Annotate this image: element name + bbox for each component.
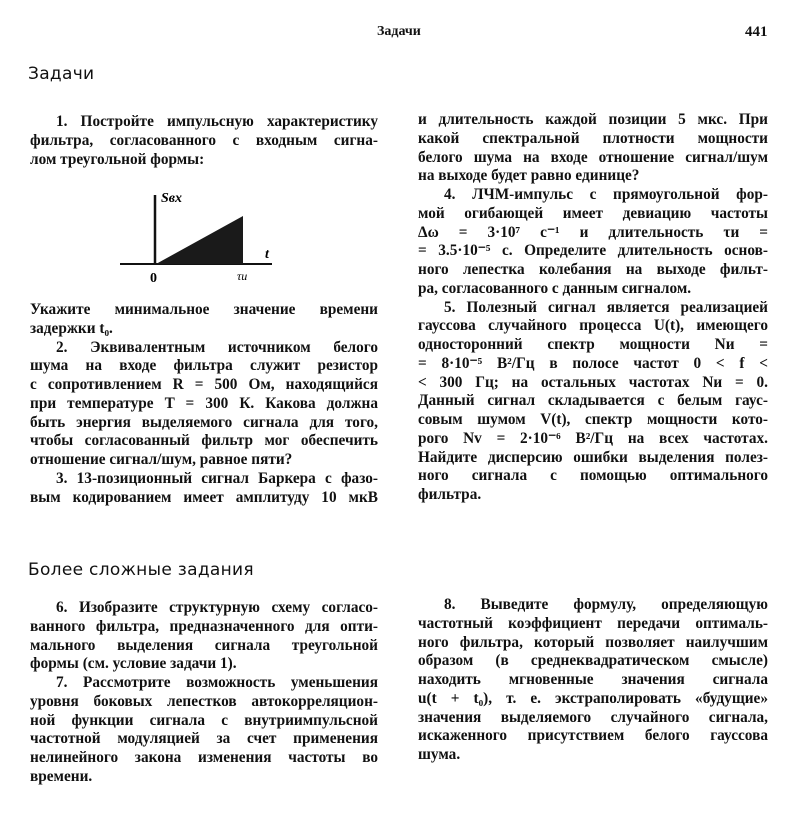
y-axis-label: Sвх: [161, 191, 183, 206]
text-line: Укажите минимальное значение времени: [30, 301, 378, 318]
text-line: 6. Изобразите структурную схему согласо-: [56, 599, 378, 616]
text-line: ра, согласованного с данным сигналом.: [418, 279, 692, 297]
section-title-advanced-problems: Более сложные задания: [28, 560, 254, 580]
text-line: белого шума на входе отношение сигнал/шум: [418, 148, 768, 166]
text-line: фильтра, согласованного с входным сигна-: [30, 131, 378, 149]
text-line: отношение сигнал/шум, равное пяти?: [30, 451, 293, 468]
x-axis-label: t: [265, 247, 269, 262]
text-line: шума на входе фильтра служит резистор: [30, 357, 378, 375]
text-line: искаженного присутствием белого гауссова: [418, 727, 768, 745]
text-line: = 8·10⁻⁵ В²/Гц в полосе частот 0 < f <: [418, 354, 768, 372]
text-line: и длительность каждой позиции 5 мкс. При: [418, 111, 768, 128]
text-line: формы (см. условие задачи 1).: [30, 655, 237, 673]
tau-label: τи: [237, 269, 248, 283]
text-line: с сопротивлением R = 500 Ом, находящийся: [30, 376, 378, 393]
triangle-signal: [156, 216, 243, 264]
text-line: рого Nv = 2·10⁻⁶ В²/Гц на всех частотах.: [418, 429, 768, 447]
text-line: мального выделения сигнала треугольной: [30, 636, 378, 654]
section-title-problems: Задачи: [28, 64, 95, 84]
text-line: частотный коэффициент передачи оптималь-: [418, 614, 768, 632]
text-line: < 300 Гц; на остальных частотах Nи = 0.: [418, 373, 768, 391]
text-line: времени.: [30, 767, 93, 785]
text-line: 2. Эквивалентным источником белого: [56, 338, 378, 356]
text-line: 1. Постройте импульсную характеристику: [56, 113, 378, 130]
text-line: совым шумом V(t), спектр мощности кото-: [418, 411, 768, 428]
text-line: на выходе будет равно единице?: [418, 167, 640, 185]
text-line: Данный сигнал складывается с белым гаус-: [418, 392, 768, 410]
text-line: ной функции сигнала с внутриимпульсной: [30, 711, 378, 729]
text-line: нелинейного закона изменения частоты во: [30, 749, 378, 766]
text-line: Найдите дисперсию ошибки выделения полез-: [418, 448, 768, 466]
text-line: 4. ЛЧМ-импульс с прямоугольной фор-: [444, 186, 768, 203]
text-line: = 3.5·10⁻⁵ с. Определите длительность основ-: [418, 242, 768, 260]
running-title: Задачи: [377, 24, 421, 39]
text-line: ного лепестка колебания на выходе фильт-: [418, 261, 768, 278]
text-line: u(t + t₀), т. е. экстраполировать «будущие»: [418, 689, 768, 707]
text-line: находить мгновенные значения сигнала: [418, 671, 768, 688]
text-line: быть энергия выделяемого сигнала для того,: [30, 413, 378, 431]
text-line: 5. Полезный сигнал является реализацией: [444, 298, 768, 316]
origin-label: 0: [150, 271, 157, 286]
text-line: Δω = 3·10⁷ с⁻¹ и длительность τи =: [418, 223, 768, 241]
text-line: 7. Рассмотрите возможность уменьшения: [56, 674, 378, 691]
text-line: ного фильтра, который позволяет наилучшим: [418, 633, 768, 651]
text-line: мой огибающей имеет девиацию частоты: [418, 204, 768, 222]
text-line: при температуре T = 300 К. Какова должна: [30, 394, 378, 412]
text-line: уровня боковых лепестков автокорреляцион-: [30, 692, 378, 710]
text-line: задержки t₀.: [30, 319, 113, 337]
text-line: ного сигнала с помощью оптимального: [418, 467, 768, 485]
text-line: лом треугольной формы:: [30, 150, 205, 168]
text-line: односторонний спектр мощности Nи =: [418, 336, 768, 353]
text-line: гауссова случайного процесса U(t), имеющего: [418, 317, 768, 335]
text-line: фильтра.: [418, 486, 482, 503]
text-line: значения выделяемого случайного сигнала,: [418, 708, 768, 726]
text-line: частотной модуляцией за счет применения: [30, 730, 378, 748]
text-line: чтобы согласованный фильтр мог обеспечить: [30, 432, 378, 450]
text-line: шума.: [418, 746, 461, 763]
triangle-signal-figure: [110, 180, 290, 290]
text-line: какой спектральной плотности мощности: [418, 129, 768, 147]
text-line: вым кодированием имеет амплитуду 10 мкВ: [30, 488, 378, 506]
text-line: 8. Выведите формулу, определяющую: [444, 596, 768, 613]
text-line: 3. 13-позиционный сигнал Баркера с фазо-: [56, 469, 378, 487]
text-line: образом (в среднеквадратическом смысле): [418, 652, 768, 670]
text-line: ванного фильтра, предназначенного для опти-: [30, 617, 378, 635]
page-number: 441: [745, 24, 768, 40]
